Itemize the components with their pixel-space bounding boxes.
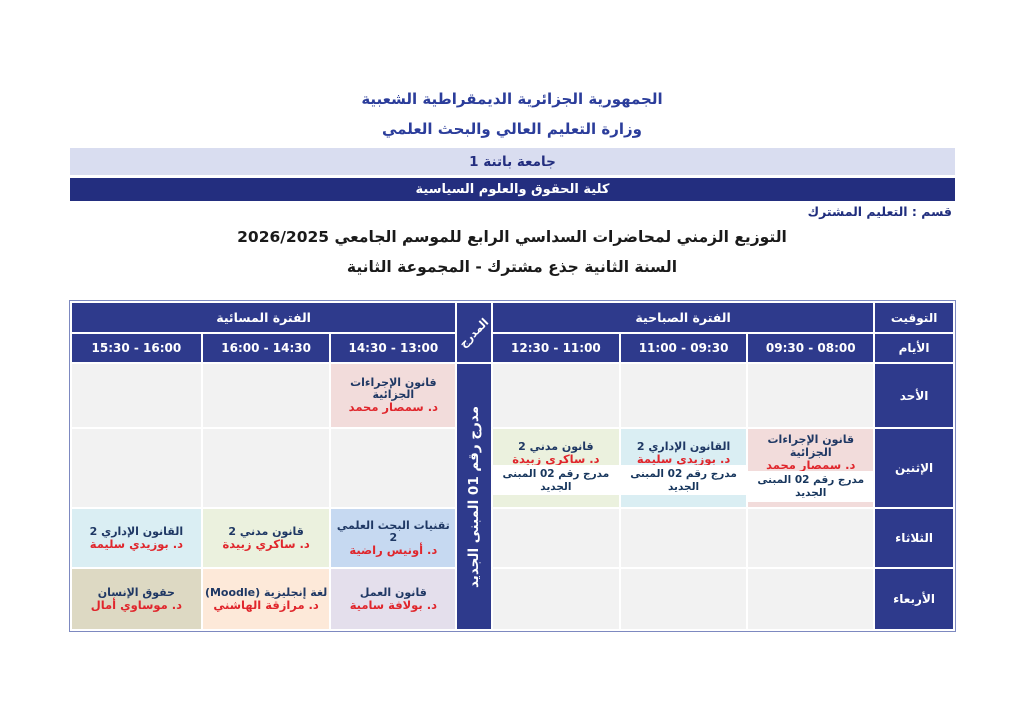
days-header: الأيام: [875, 334, 953, 362]
session-cell-evening-2: [72, 509, 201, 567]
empty-slot: [621, 509, 747, 567]
empty-slot: [493, 569, 619, 629]
national-header-line1: الجمهورية الجزائرية الديمقراطية الشعبية: [361, 90, 663, 108]
morning-time-header-2: [493, 334, 619, 362]
empty-slot: [72, 429, 201, 507]
course-name: القانون الإداري 2: [636, 439, 731, 453]
day-label-2: الثلاثاء: [875, 509, 953, 567]
room-label: مدرج رقم 02 المبنى الجديد: [748, 471, 873, 501]
course-name: حقوق الإنسان: [97, 585, 175, 599]
faculty-banner: [70, 178, 955, 201]
national-header-line2: وزارة التعليم العالي والبحث العلمي: [381, 120, 643, 138]
time-range: 11:00 - 09:30: [638, 341, 729, 355]
session-cell-morning-2: [493, 429, 619, 507]
time-range: 16:00 - 14:30: [221, 341, 311, 355]
morning-time-header-1: [621, 334, 747, 362]
timing-header: التوقيت: [875, 303, 953, 332]
course-name: قانون مدني 2: [228, 524, 304, 538]
university-banner: [70, 148, 955, 175]
empty-slot: [748, 509, 873, 567]
session-cell-morning-0: [748, 429, 873, 507]
amphitheater-header-label: المدرج: [457, 315, 492, 350]
teacher-name: د. سمصار محمد: [766, 457, 856, 472]
session-cell-evening-1: [203, 509, 330, 567]
course-name: قانون العمل: [359, 585, 427, 599]
schedule-table: [69, 300, 956, 632]
teacher-name: د. ساكري زبيدة: [222, 536, 310, 551]
empty-slot: [621, 364, 747, 427]
session-cell-evening-0: [331, 364, 455, 427]
evening-time-header-2: [72, 334, 201, 362]
session-cell-evening-0: [331, 569, 455, 629]
teacher-name: د. سمصار محمد: [348, 400, 438, 415]
course-name: لغة إنجليزية (Moodle): [204, 585, 328, 599]
course-name: القانون الإداري 2: [89, 524, 184, 538]
teacher-name: د. مرازقة الهاشني: [213, 597, 319, 612]
session-cell-evening-0: [331, 509, 455, 567]
day-label-0: الأحد: [875, 364, 953, 427]
evening-time-header-1: [203, 334, 330, 362]
empty-slot: [203, 429, 330, 507]
page-title: التوزيع الزمني لمحاضرات السداسي الرابع للموسم الجامعي 2026/2025: [237, 228, 787, 246]
time-range: 15:30 - 16:00: [91, 341, 182, 355]
session-cell-evening-2: [72, 569, 201, 629]
course-name: تقنيات البحث العلمي 2: [336, 518, 450, 544]
empty-slot: [203, 364, 330, 427]
evening-period-header: الفترة المسائية: [72, 303, 455, 332]
room-label: مدرج رقم 02 المبنى الجديد: [493, 465, 619, 495]
timetable: [69, 300, 956, 632]
page-subtitle: السنة الثانية جذع مشترك - المجموعة الثانية: [346, 258, 678, 276]
teacher-name: د. بوزيدي سليمة: [636, 451, 731, 466]
time-range: 12:30 - 11:00: [511, 341, 601, 355]
time-range: 09:30 - 08:00: [765, 341, 856, 355]
session-cell-evening-1: [203, 569, 330, 629]
teacher-name: د. أونيس راضية: [349, 542, 438, 557]
course-name: قانون مدني 2: [518, 439, 594, 453]
empty-slot: [72, 364, 201, 427]
amphitheater-header-cell: [457, 303, 491, 362]
morning-time-header-0: [748, 334, 873, 362]
session-cell-morning-1: [621, 429, 747, 507]
course-name: قانون الإجراءات الجزائية: [767, 433, 855, 459]
evening-time-header-0: [331, 334, 455, 362]
room-label: مدرج رقم 02 المبنى الجديد: [621, 465, 747, 495]
day-label-3: الأربعاء: [875, 569, 953, 629]
faculty-name: كلية الحقوق والعلوم السياسية: [415, 182, 610, 197]
course-name: قانون الإجراءات الجزائية: [350, 376, 437, 402]
time-range: 14:30 - 13:00: [348, 341, 439, 355]
teacher-name: د. ساكري زبيدة: [512, 451, 600, 466]
amphitheater-value: مدرج رقم 01 المبنى الجديد: [466, 405, 483, 588]
department-label: قسم : التعليم المشترك: [807, 204, 952, 219]
day-label-1: الإثنين: [875, 429, 953, 507]
university-name: جامعة باتنة 1: [469, 153, 556, 170]
empty-slot: [493, 364, 619, 427]
empty-slot: [621, 569, 747, 629]
empty-slot: [748, 569, 873, 629]
morning-period-header: الفترة الصباحية: [493, 303, 873, 332]
teacher-name: د. موساوي أمال: [90, 597, 183, 612]
teacher-name: د. بولافة سامية: [349, 597, 437, 612]
amphitheater-value-cell: [457, 364, 491, 629]
empty-slot: [493, 509, 619, 567]
teacher-name: د. بوزيدي سليمة: [89, 536, 184, 551]
empty-slot: [748, 364, 873, 427]
empty-slot: [331, 429, 455, 507]
